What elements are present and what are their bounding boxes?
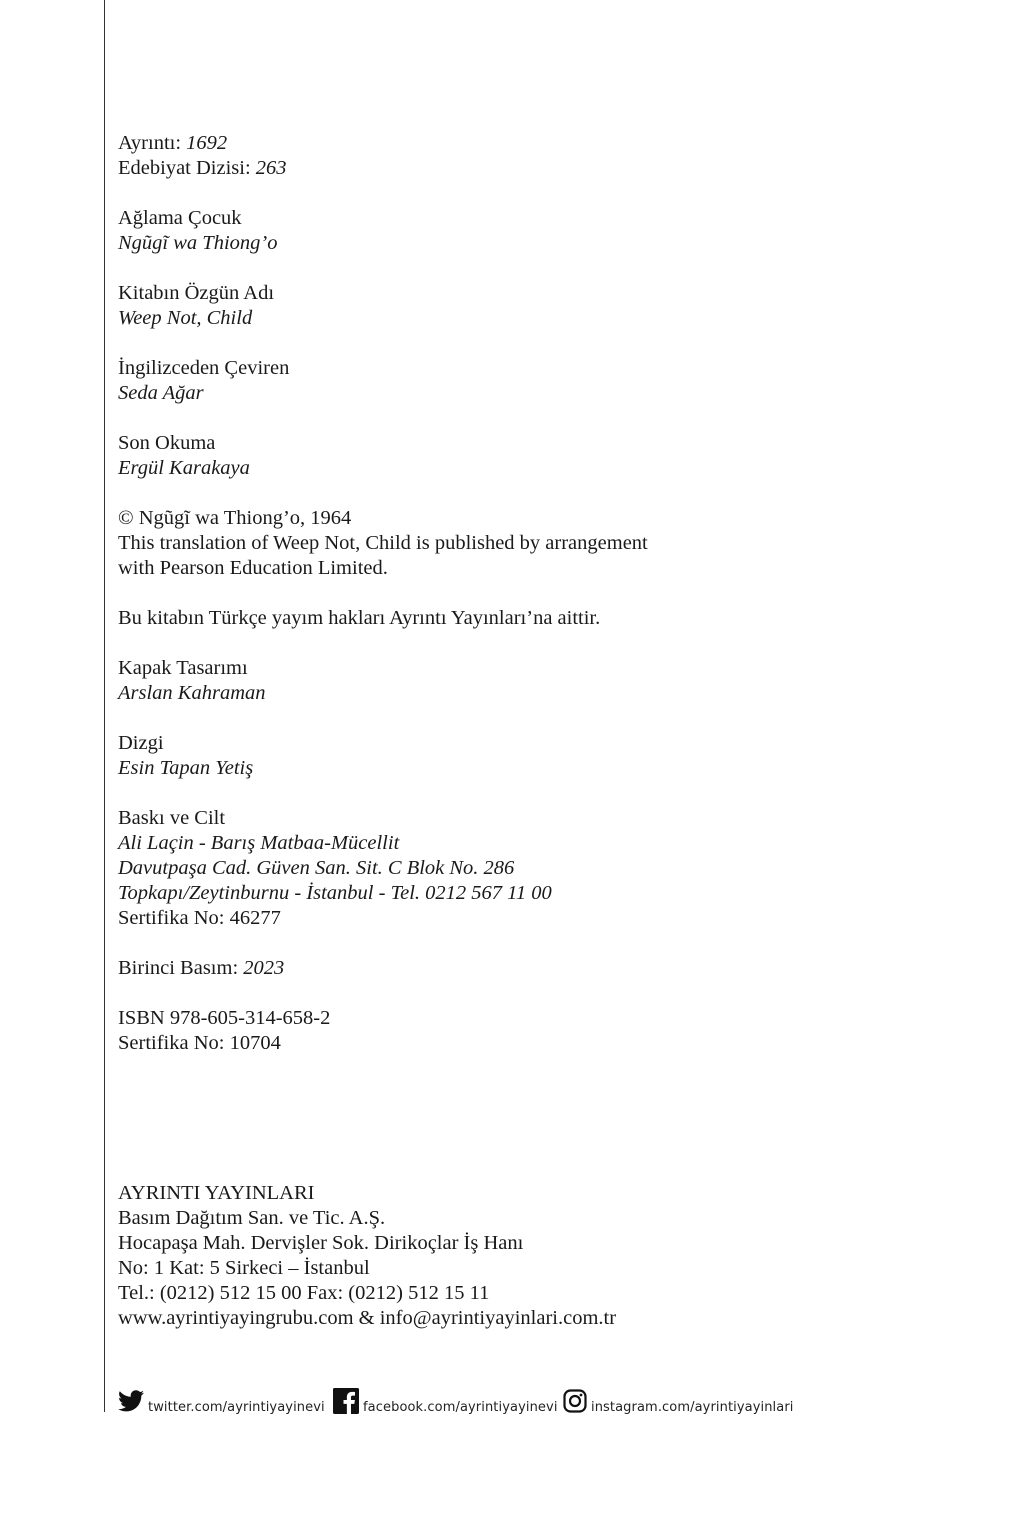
publisher-certificate: Sertifika No: 10704	[118, 1032, 281, 1054]
literature-series-label: Edebiyat Dizisi:	[118, 157, 256, 179]
colophon	[118, 131, 978, 1056]
first-edition	[118, 956, 978, 981]
book-author: Ngũgĩ wa Thiong’o	[118, 232, 278, 254]
original-title: Weep Not, Child	[118, 307, 253, 329]
series-label: Ayrıntı:	[118, 132, 187, 154]
translator-label: İngilizceden Çeviren	[118, 357, 290, 379]
book-title: Ağlama Çocuk	[118, 207, 242, 229]
instagram-handle: instagram.com/ayrintiyayinlari	[591, 1399, 794, 1415]
publisher-name: AYRINTI YAYINLARI	[118, 1182, 315, 1204]
facebook-icon	[333, 1388, 359, 1414]
cover-design-label: Kapak Tasarımı	[118, 657, 248, 679]
publisher-address-1: Hocapaşa Mah. Dervişler Sok. Dirikoçlar İş Hanı	[118, 1232, 524, 1254]
facebook-handle: facebook.com/ayrintiyayinevi	[363, 1399, 558, 1415]
twitter-link[interactable]	[118, 1386, 325, 1416]
facebook-link[interactable]	[333, 1386, 558, 1416]
translator-name: Seda Ağar	[118, 382, 204, 404]
cover-designer-name: Arslan Kahraman	[118, 682, 266, 704]
typesetter-name: Esin Tapan Yetiş	[118, 757, 254, 779]
series-number	[118, 131, 978, 156]
social-links	[118, 1386, 998, 1416]
printer-address-1: Davutpaşa Cad. Güven San. Sit. C Blok No. 286	[118, 857, 515, 879]
publisher-block	[118, 1181, 616, 1331]
margin-rule	[104, 0, 105, 1412]
instagram-link[interactable]	[563, 1386, 794, 1416]
rights-line: Bu kitabın Türkçe yayım hakları Ayrıntı Yayınları’na aittir.	[118, 607, 601, 629]
original-title-label: Kitabın Özgün Adı	[118, 282, 275, 304]
instagram-icon	[563, 1389, 587, 1413]
publisher-web[interactable]: www.ayrintiyayingrubu.com & info@ayrintiyayinlari.com.tr	[118, 1307, 617, 1329]
proofreader-name: Ergül Karakaya	[118, 457, 250, 479]
twitter-handle: twitter.com/ayrintiyayinevi	[148, 1399, 325, 1415]
twitter-icon	[118, 1390, 144, 1412]
isbn: ISBN 978-605-314-658-2	[118, 1007, 331, 1029]
printer-certificate: Sertifika No: 46277	[118, 907, 281, 929]
arrangement-line-1: This translation of Weep Not, Child is published by arrangement	[118, 532, 648, 554]
publisher-phone: Tel.: (0212) 512 15 00 Fax: (0212) 512 15 11	[118, 1282, 490, 1304]
typesetting-label: Dizgi	[118, 732, 164, 754]
edition-label: Birinci Basım:	[118, 957, 244, 979]
proofreading-label: Son Okuma	[118, 432, 216, 454]
print-binding-label: Baskı ve Cilt	[118, 807, 226, 829]
literature-series-number	[118, 156, 978, 181]
copyright-line: © Ngũgĩ wa Thiong’o, 1964	[118, 507, 352, 529]
publisher-company: Basım Dağıtım San. ve Tic. A.Ş.	[118, 1207, 386, 1229]
arrangement-line-2: with Pearson Education Limited.	[118, 557, 388, 579]
literature-series-value: 263	[255, 157, 287, 179]
edition-year: 2023	[243, 957, 285, 979]
publisher-address-2: No: 1 Kat: 5 Sirkeci – İstanbul	[118, 1257, 370, 1279]
printer-name: Ali Laçin - Barış Matbaa-Mücellit	[118, 832, 400, 854]
printer-address-2: Topkapı/Zeytinburnu - İstanbul - Tel. 0212 567 11 00	[118, 882, 552, 904]
series-value: 1692	[186, 132, 228, 154]
